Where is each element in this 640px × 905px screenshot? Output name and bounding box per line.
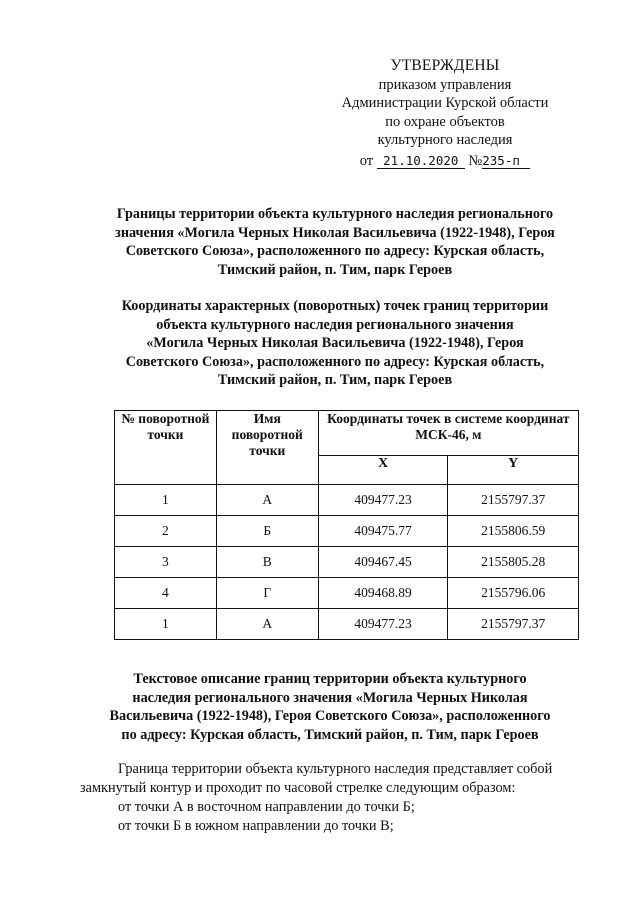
cell-y: 2155797.37 xyxy=(448,609,579,640)
title-line: наследия регионального значения «Могила Черных Николая xyxy=(132,689,528,706)
approval-date-line xyxy=(330,152,560,171)
table-row xyxy=(115,609,579,640)
approval-date: 21.10.2020 xyxy=(377,153,465,169)
title-line: объекта культурного наследия регионального значения xyxy=(156,316,514,333)
approval-line: приказом управления xyxy=(378,76,512,93)
cell-y: 2155796.06 xyxy=(448,578,579,609)
cell-name: Б xyxy=(216,516,318,547)
approval-number: 235-п xyxy=(482,153,530,169)
header-point-number: № поворотной точки xyxy=(115,411,217,485)
header-x: X xyxy=(318,456,448,485)
title-line: Координаты характерных (поворотных) точек границ территории xyxy=(121,298,549,314)
title-line: Границы территории объекта культурного наследия регионального xyxy=(116,206,554,222)
coordinates-title xyxy=(90,297,580,390)
approval-line: по охране объектов xyxy=(385,113,505,130)
title-line: Тимский район, п. Тим, парк Героев xyxy=(217,261,453,278)
description-intro-line: Граница территории объекта культурного наследия представляет собой xyxy=(118,761,553,777)
cell-y: 2155797.37 xyxy=(448,485,579,516)
approval-line: Администрации Курской области xyxy=(341,95,549,111)
cell-name: В xyxy=(216,547,318,578)
description-intro-line: замкнутый контур и проходит по часовой стрелке следующим образом: xyxy=(80,780,516,796)
description-title xyxy=(80,670,580,744)
title-line: по адресу: Курская область, Тимский район, п. Тим, парк Героев xyxy=(121,726,539,743)
title-line: «Могила Черных Николая Васильевича (1922-1948), Героя xyxy=(146,335,524,352)
title-line: Советского Союза», расположенного по адресу: Курская область, xyxy=(125,353,545,370)
header-point-name: Имя поворотной точки xyxy=(216,411,318,485)
cell-name: А xyxy=(216,485,318,516)
approval-line: культурного наследия xyxy=(377,132,513,148)
cell-x: 409475.77 xyxy=(318,516,448,547)
description-step: от точки А в восточном направлении до точки Б; xyxy=(118,799,415,815)
title-line: Советского Союза», расположенного по адресу: Курская область, xyxy=(125,243,545,260)
cell-y: 2155806.59 xyxy=(448,516,579,547)
table-row xyxy=(115,547,579,578)
cell-name: А xyxy=(216,609,318,640)
number-prefix: № xyxy=(468,152,483,169)
date-prefix: от xyxy=(359,152,374,169)
coordinates-table xyxy=(114,410,579,640)
description-step: от точки Б в южном направлении до точки В; xyxy=(118,818,394,834)
approval-heading: УТВЕРЖДЕНЫ xyxy=(390,57,500,74)
cell-name: Г xyxy=(216,578,318,609)
cell-x: 409477.23 xyxy=(318,485,448,516)
cell-number: 4 xyxy=(115,578,217,609)
title-line: Тимский район, п. Тим, парк Героев xyxy=(217,372,453,389)
cell-number: 2 xyxy=(115,516,217,547)
cell-number: 1 xyxy=(115,485,217,516)
table-row xyxy=(115,578,579,609)
table-row xyxy=(115,485,579,516)
cell-x: 409468.89 xyxy=(318,578,448,609)
cell-y: 2155805.28 xyxy=(448,547,579,578)
header-coordinates: Координаты точек в системе координат МСК-46, м xyxy=(318,411,578,456)
boundary-description xyxy=(80,760,585,836)
cell-number: 1 xyxy=(115,609,217,640)
approval-stamp xyxy=(330,57,560,170)
header-y: Y xyxy=(448,456,579,485)
cell-x: 409467.45 xyxy=(318,547,448,578)
cell-x: 409477.23 xyxy=(318,609,448,640)
title-line: значения «Могила Черных Николая Васильевича (1922-1948), Героя xyxy=(115,224,555,241)
title-line: Текстовое описание границ территории объекта культурного xyxy=(133,671,527,687)
document-title xyxy=(90,205,580,279)
cell-number: 3 xyxy=(115,547,217,578)
title-line: Васильевича (1922-1948), Героя Советского Союза», расположенного xyxy=(109,708,551,725)
table-row xyxy=(115,516,579,547)
